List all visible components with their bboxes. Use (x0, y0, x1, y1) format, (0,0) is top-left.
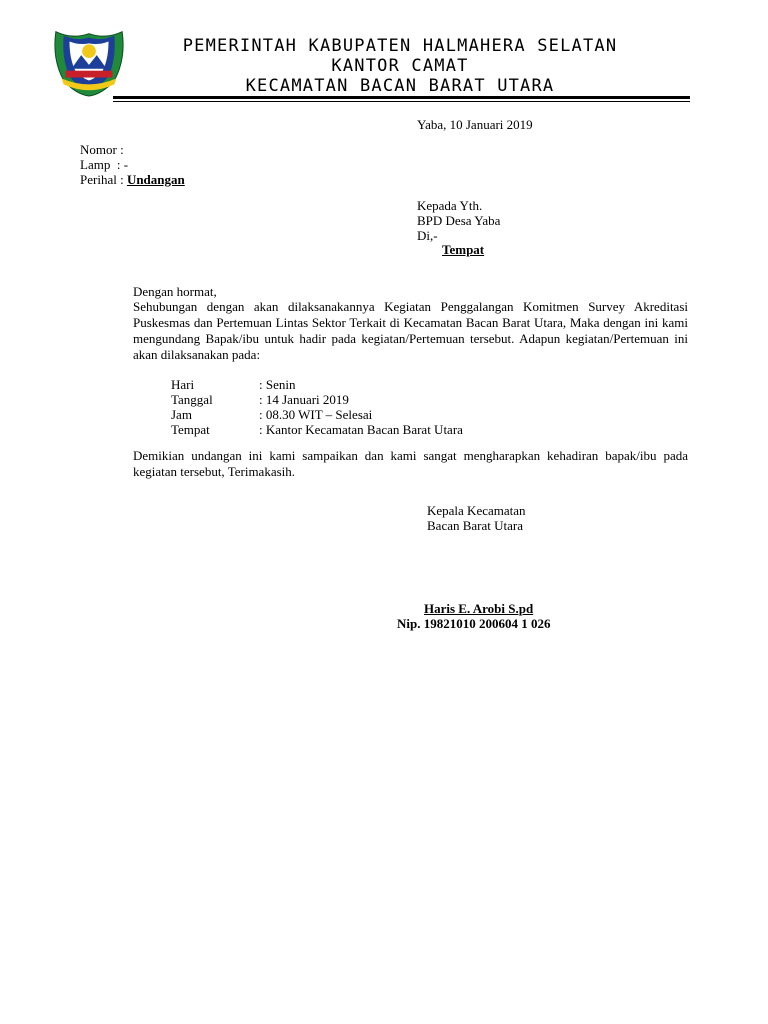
signature-name: Haris E. Arobi S.pd (424, 601, 534, 616)
detail-value: : 14 Januari 2019 (259, 392, 349, 407)
detail-label: Jam (171, 407, 192, 422)
recipient-greeting: Kepada Yth. (417, 198, 483, 213)
detail-value: : 08.30 WIT – Selesai (259, 407, 373, 422)
signature-title-line1: Kepala Kecamatan (427, 503, 526, 518)
date-line: Yaba, 10 Januari 2019 (417, 117, 533, 132)
letterhead (0, 0, 768, 105)
perihal-value: Undangan (126, 172, 185, 187)
detail-value: : Kantor Kecamatan Bacan Barat Utara (259, 422, 463, 437)
recipient-name: BPD Desa Yaba (417, 213, 501, 228)
detail-row-tempat (171, 422, 463, 437)
detail-label: Hari (171, 377, 195, 392)
nomor-row (80, 142, 124, 157)
recipient-place: Tempat (442, 242, 485, 257)
perihal-row (80, 172, 185, 187)
detail-label: Tempat (171, 422, 210, 437)
lamp-label: Lamp : (80, 157, 121, 172)
letterhead-divider-thick (113, 96, 690, 99)
lamp-value: - (123, 157, 129, 172)
body-paragraph-intro: Sehubungan dengan akan dilaksanakannya Kegiatan Penggalangan Komitmen Survey Akreditasi Puskesmas dan Pertemuan Lintas Sektor Terkait di Kecamatan Bacan Barat Utara, Maka dengan ini kami mengundang Bapak/ibu untuk hadir pada kegiatan/Pertemuan tersebut. Adapun kegiatan/Pertemuan ini akan dilaksanakan pada: (133, 299, 688, 362)
signature-title-line2: Bacan Barat Utara (427, 518, 524, 533)
salutation: Dengan hormat, (133, 284, 217, 299)
detail-label: Tanggal (171, 392, 213, 407)
signature-nip: Nip. 19821010 200604 1 026 (397, 616, 551, 631)
perihal-label: Perihal : (80, 172, 124, 187)
letterhead-office-line: KANTOR CAMAT (331, 56, 469, 76)
recipient-di: Di,- (417, 228, 438, 243)
letterhead-government-line: PEMERINTAH KABUPATEN HALMAHERA SELATAN (182, 36, 618, 56)
body-paragraph-closing: Demikian undangan ini kami sampaikan dan kami sangat mengharapkan kehadiran bapak/ibu pada kegiatan tersebut, Terimakasih. (133, 448, 688, 479)
detail-value: : Senin (259, 377, 296, 392)
detail-row-hari (171, 377, 295, 392)
letterhead-district-line: KECAMATAN BACAN BARAT UTARA (245, 76, 555, 96)
lamp-row (80, 157, 128, 172)
nomor-label: Nomor : (80, 142, 124, 157)
regency-emblem-logo (50, 20, 128, 98)
detail-row-tanggal (171, 392, 349, 407)
letterhead-divider-thin (113, 101, 690, 102)
detail-row-jam (171, 407, 372, 422)
